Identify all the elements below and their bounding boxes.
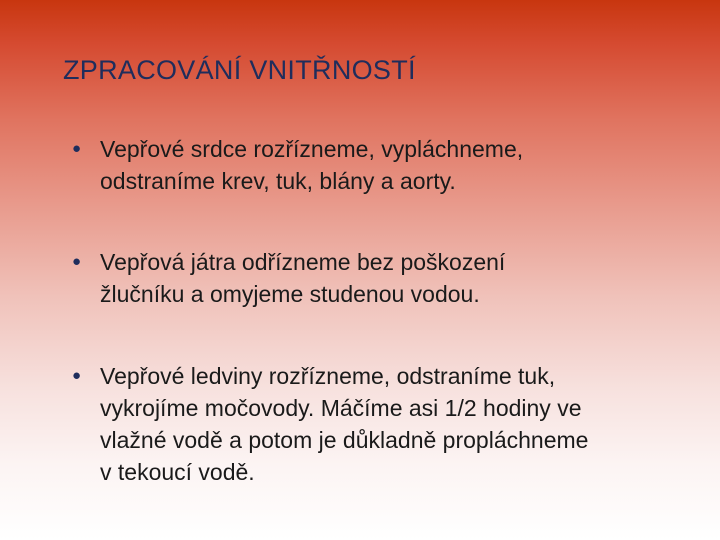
bullet-dot-icon: ● — [72, 367, 82, 384]
slide-title: ZPRACOVÁNÍ VNITŘNOSTÍ — [63, 55, 416, 85]
bullet-text: Vepřové ledviny rozřízneme, odstraníme tuk, vykrojíme močovody. Máčíme asi 1/2 hodiny ve vlažné vodě a potom je důkladně propláchneme v tekoucí vodě. — [100, 363, 589, 485]
bullet-dot-icon: ● — [72, 253, 82, 270]
bullet-dot-icon: ● — [72, 140, 82, 157]
bullet-text: Vepřová játra odřízneme bez poškození žlučníku a omyjeme studenou vodou. — [100, 249, 506, 307]
bullet-text: Vepřové srdce rozřízneme, vypláchneme, odstraníme krev, tuk, blány a aorty. — [100, 136, 524, 194]
